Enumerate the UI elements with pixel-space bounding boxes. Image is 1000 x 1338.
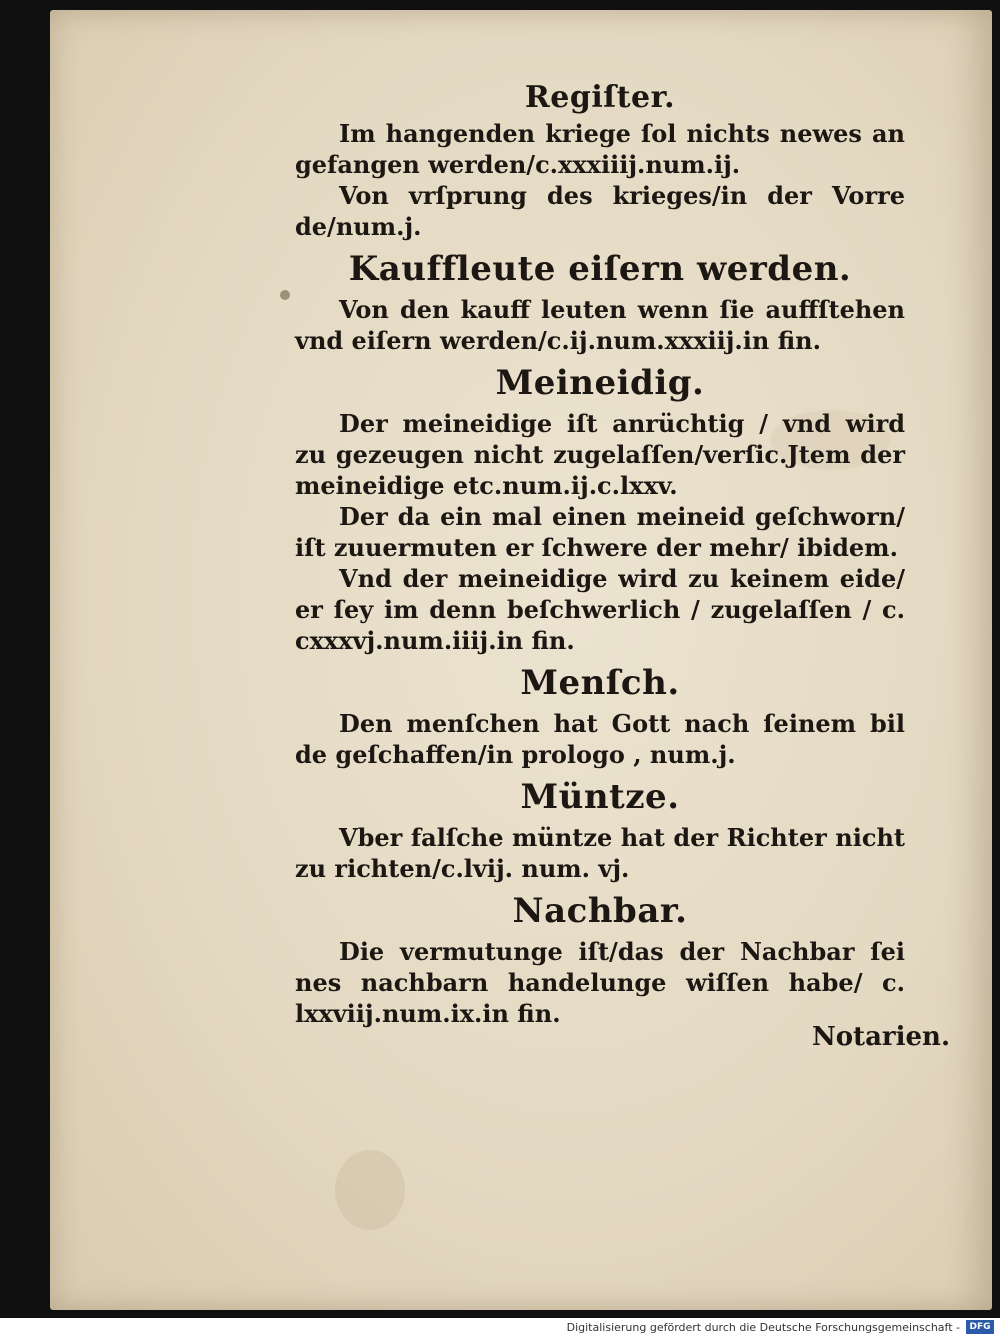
- section-muentze: [295, 772, 905, 884]
- section-heading: Kauffleute eiſern werden.: [348, 249, 852, 289]
- register-entry: Vber falſche müntze hat der Richter nicht zu richten/c.lvij. num. vj.: [295, 823, 905, 883]
- section-meineidig: [295, 358, 905, 656]
- catchword: Notarien.: [811, 1022, 950, 1052]
- section-mensch: [295, 658, 905, 770]
- running-head: Regiſter.: [524, 80, 676, 115]
- section-heading: Menſch.: [520, 663, 680, 703]
- register-entry: Der meineidige iſt anrüchtig / vnd wird zu gezeugen nicht zugelaſſen/verſic.Jtem der meineidige etc.num.ij.c.lxxv.: [295, 409, 905, 500]
- paper-spot: [280, 290, 290, 300]
- register-entry: Im hangenden kriege ſol nichts newes an gefangen werden/c.xxxiiij.num.ij.: [295, 119, 905, 179]
- section-nachbar: [295, 886, 905, 1029]
- register-entry: Der da ein mal einen meineid geſchworn/ iſt zuuermuten er ſchwere der mehr/ ibidem.: [295, 502, 905, 562]
- section-heading: Nachbar.: [512, 891, 688, 931]
- paper-stain: [335, 1150, 405, 1230]
- section-krieg: [295, 118, 905, 242]
- register-entry: Den menſchen hat Gott nach ſeinem bil de geſchaffen/in prologo , num.j.: [295, 709, 905, 769]
- dfg-logo-icon: DFG: [966, 1320, 994, 1334]
- register-entry: Die vermutunge iſt/das der Nachbar ſei nes nachbarn handelunge wiſſen habe/ c. lxxviij.num.ix.in fin.: [295, 937, 905, 1028]
- section-heading: Meineidig.: [495, 363, 705, 403]
- register-entry: Von den kauff leuten wenn ſie auffſtehen vnd eiſern werden/c.ij.num.xxxiij.in fin.: [295, 295, 905, 355]
- register-entry: Von vrſprung des krieges/in der Vorre de/num.j.: [295, 181, 905, 241]
- register-entry: Vnd der meineidige wird zu keinem eide/ er ſey im denn beſchwerlich / zugelaſſen / c. cxxxvj.num.iiij.in fin.: [295, 564, 905, 655]
- page-text: [295, 78, 905, 1029]
- section-heading: Müntze.: [520, 777, 680, 817]
- section-kauffleute: [295, 244, 905, 356]
- footer-credit: Digitalisierung gefördert durch die Deutsche Forschungsgemeinschaft -: [566, 1321, 960, 1334]
